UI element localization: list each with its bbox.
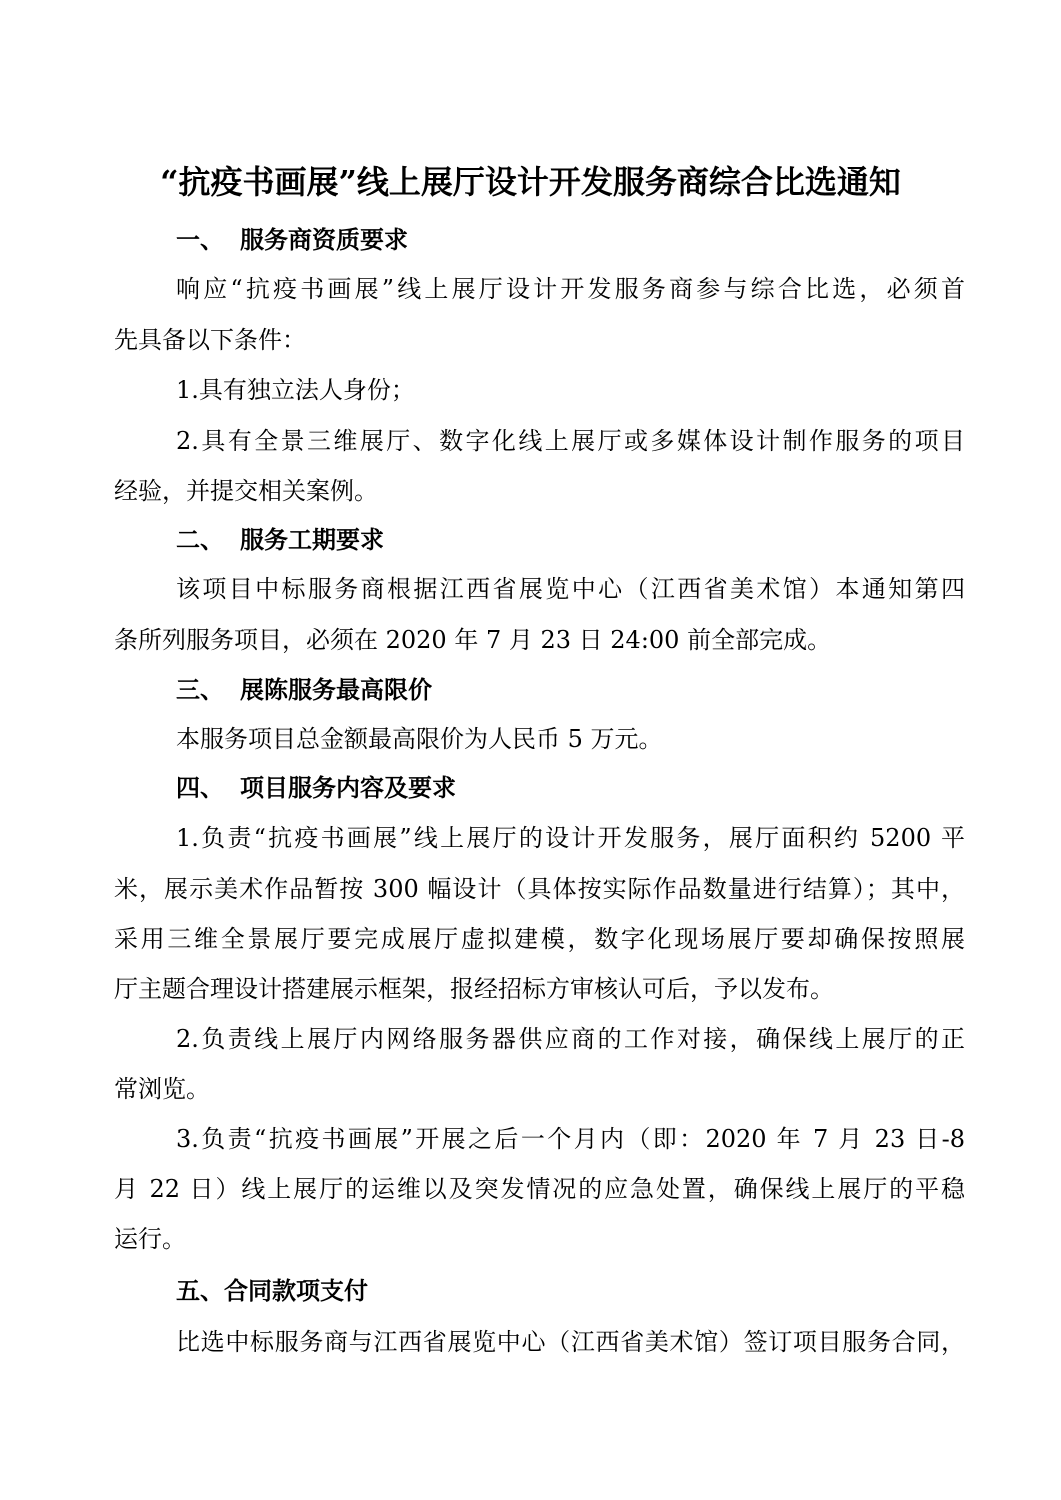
section-number: 四、 [176, 773, 224, 802]
paragraph-line: 运行。 [114, 1225, 186, 1253]
paragraph-line: 比选中标服务商与江西省展览中心（江西省美术馆）签订项目服务合同， [176, 1328, 965, 1356]
paragraph-line: 3.负责“抗疫书画展”开展之后一个月内（即：2020 年 7 月 23 日-8 [176, 1125, 965, 1153]
paragraph-line: 响应“抗疫书画展”线上展厅设计开发服务商参与综合比选，必须首 [176, 275, 965, 303]
paragraph-line: 该项目中标服务商根据江西省展览中心（江西省美术馆）本通知第四 [176, 575, 965, 603]
paragraph-line: 先具备以下条件： [114, 326, 306, 354]
paragraph-line: 条所列服务项目，必须在 2020 年 7 月 23 日 24:00 前全部完成。 [114, 626, 832, 654]
paragraph-line: 常浏览。 [114, 1075, 210, 1103]
paragraph-line: 本服务项目总金额最高限价为人民币 5 万元。 [176, 725, 663, 753]
document-title: “抗疫书画展”线上展厅设计开发服务商综合比选通知 [160, 163, 901, 201]
paragraph-line: 经验，并提交相关案例。 [114, 477, 378, 505]
section-number: 二、 [176, 525, 224, 554]
section-heading-1 [176, 220, 408, 260]
paragraph-line: 1.负责“抗疫书画展”线上展厅的设计开发服务，展厅面积约 5200 平 [176, 824, 965, 852]
section-heading-5 [176, 1271, 368, 1311]
section-title: 服务商资质要求 [240, 225, 408, 254]
paragraph-line: 厅主题合理设计搭建展示框架，报经招标方审核认可后，予以发布。 [114, 975, 834, 1003]
section-title: 五、合同款项支付 [176, 1276, 368, 1305]
section-heading-4 [176, 768, 456, 808]
paragraph-line: 米，展示美术作品暂按 300 幅设计（具体按实际作品数量进行结算）；其中， [114, 875, 965, 903]
paragraph-line: 月 22 日）线上展厅的运维以及突发情况的应急处置，确保线上展厅的平稳 [114, 1175, 965, 1203]
paragraph-line: 2.具有全景三维展厅、数字化线上展厅或多媒体设计制作服务的项目 [176, 427, 965, 455]
paragraph-line: 1.具有独立法人身份； [176, 376, 415, 404]
section-heading-2 [176, 520, 384, 560]
section-title: 展陈服务最高限价 [240, 675, 432, 704]
section-title: 服务工期要求 [240, 525, 384, 554]
paragraph-line: 采用三维全景展厅要完成展厅虚拟建模，数字化现场展厅要却确保按照展 [114, 925, 965, 953]
section-number: 三、 [176, 675, 224, 704]
section-number: 一、 [176, 225, 224, 254]
section-heading-3 [176, 670, 432, 710]
section-title: 项目服务内容及要求 [240, 773, 456, 802]
paragraph-line: 2.负责线上展厅内网络服务器供应商的工作对接，确保线上展厅的正 [176, 1025, 965, 1053]
